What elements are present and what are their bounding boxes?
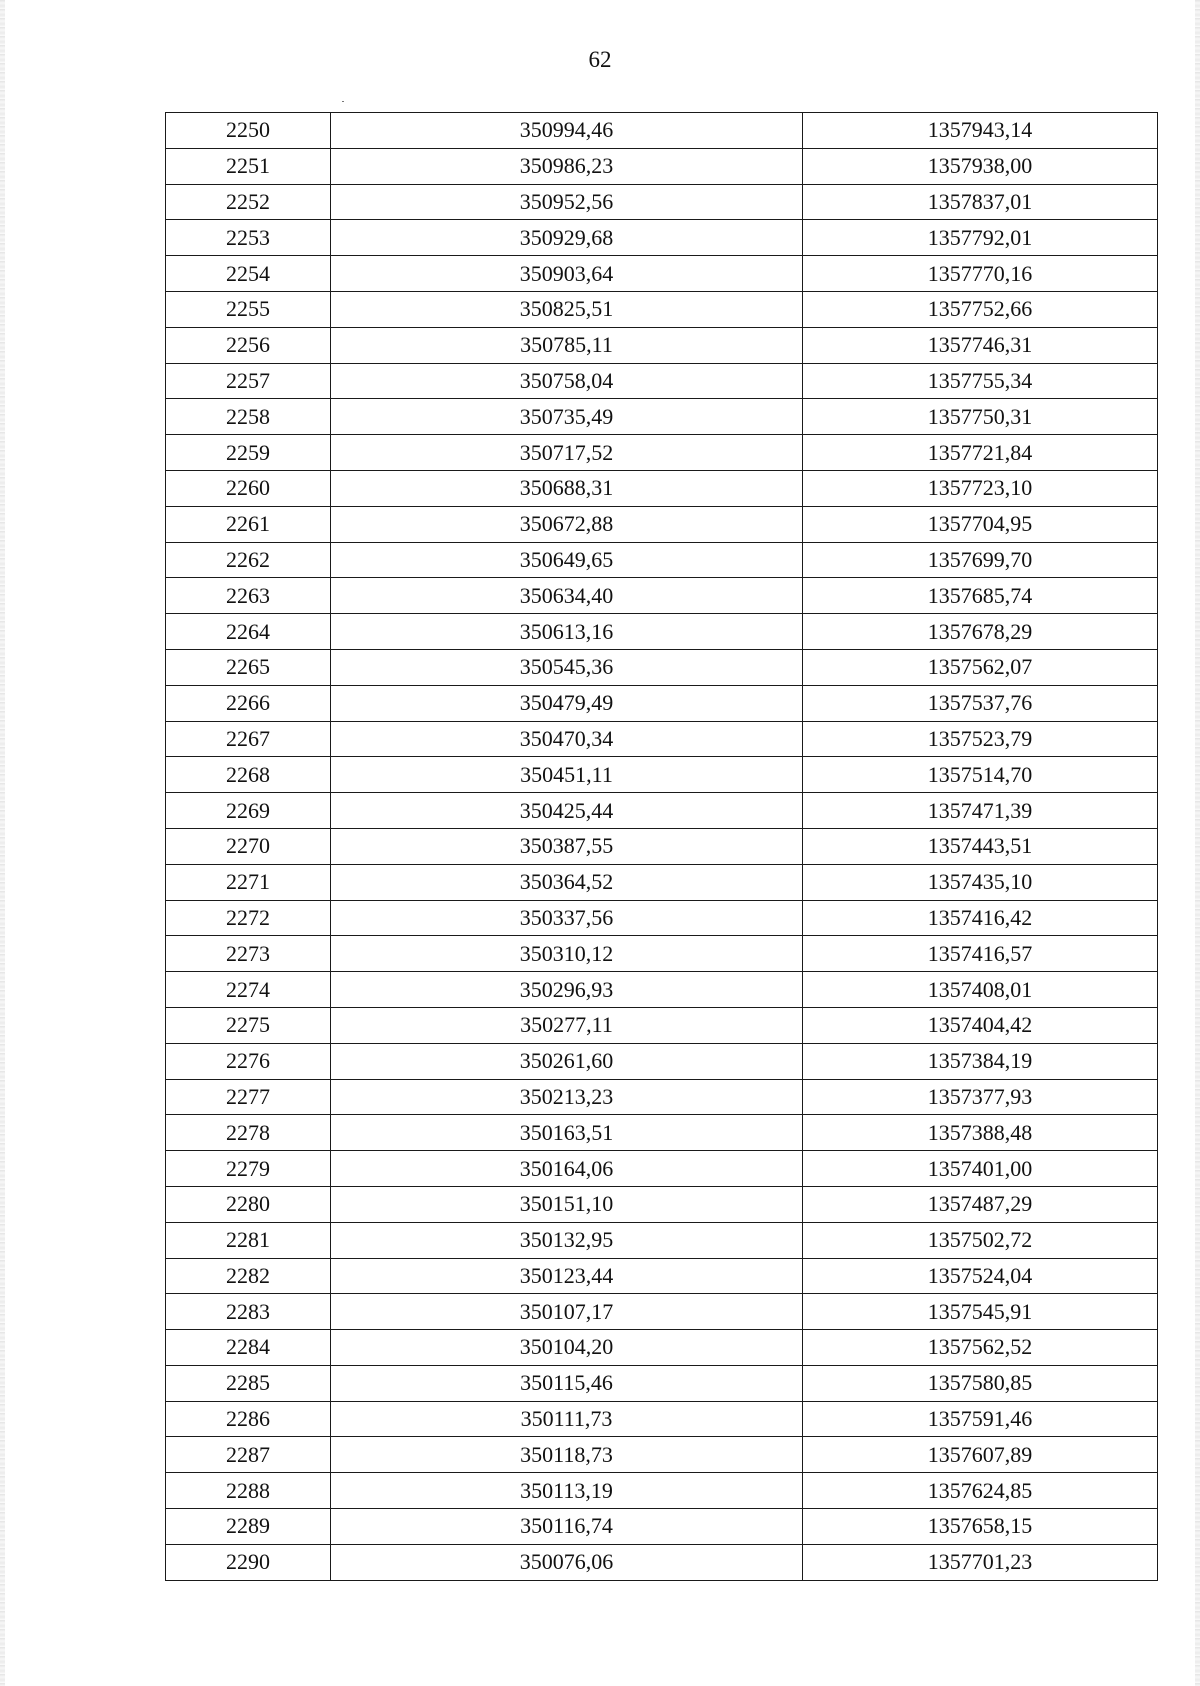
x-coordinate-cell: 350116,74 bbox=[331, 1509, 803, 1545]
x-coordinate-cell: 350735,49 bbox=[331, 399, 803, 435]
x-coordinate-cell: 350986,23 bbox=[331, 148, 803, 184]
point-number-cell: 2277 bbox=[166, 1079, 331, 1115]
table-row bbox=[166, 148, 1158, 184]
table-row bbox=[166, 1043, 1158, 1079]
x-coordinate-cell: 350451,11 bbox=[331, 757, 803, 793]
x-coordinate-cell: 350261,60 bbox=[331, 1043, 803, 1079]
table-row bbox=[166, 793, 1158, 829]
x-coordinate-cell: 350118,73 bbox=[331, 1437, 803, 1473]
table-row bbox=[166, 1294, 1158, 1330]
table-row bbox=[166, 470, 1158, 506]
x-coordinate-cell: 350123,44 bbox=[331, 1258, 803, 1294]
y-coordinate-cell: 1357607,89 bbox=[803, 1437, 1158, 1473]
point-number-cell: 2263 bbox=[166, 578, 331, 614]
y-coordinate-cell: 1357502,72 bbox=[803, 1222, 1158, 1258]
x-coordinate-cell: 350613,16 bbox=[331, 614, 803, 650]
x-coordinate-cell: 350758,04 bbox=[331, 363, 803, 399]
table-row bbox=[166, 291, 1158, 327]
x-coordinate-cell: 350104,20 bbox=[331, 1330, 803, 1366]
x-coordinate-cell: 350151,10 bbox=[331, 1186, 803, 1222]
table-row bbox=[166, 1365, 1158, 1401]
y-coordinate-cell: 1357416,57 bbox=[803, 936, 1158, 972]
table-row bbox=[166, 1115, 1158, 1151]
y-coordinate-cell: 1357750,31 bbox=[803, 399, 1158, 435]
table-row bbox=[166, 506, 1158, 542]
y-coordinate-cell: 1357377,93 bbox=[803, 1079, 1158, 1115]
y-coordinate-cell: 1357435,10 bbox=[803, 864, 1158, 900]
x-coordinate-cell: 350634,40 bbox=[331, 578, 803, 614]
point-number-cell: 2265 bbox=[166, 649, 331, 685]
x-coordinate-cell: 350994,46 bbox=[331, 113, 803, 149]
y-coordinate-cell: 1357514,70 bbox=[803, 757, 1158, 793]
y-coordinate-cell: 1357524,04 bbox=[803, 1258, 1158, 1294]
table-row bbox=[166, 1401, 1158, 1437]
point-number-cell: 2290 bbox=[166, 1544, 331, 1580]
y-coordinate-cell: 1357685,74 bbox=[803, 578, 1158, 614]
x-coordinate-cell: 350649,65 bbox=[331, 542, 803, 578]
y-coordinate-cell: 1357658,15 bbox=[803, 1509, 1158, 1545]
point-number-cell: 2288 bbox=[166, 1473, 331, 1509]
y-coordinate-cell: 1357401,00 bbox=[803, 1151, 1158, 1187]
table-row bbox=[166, 399, 1158, 435]
point-number-cell: 2252 bbox=[166, 184, 331, 220]
y-coordinate-cell: 1357723,10 bbox=[803, 470, 1158, 506]
x-coordinate-cell: 350387,55 bbox=[331, 828, 803, 864]
point-number-cell: 2273 bbox=[166, 936, 331, 972]
table-row bbox=[166, 363, 1158, 399]
y-coordinate-cell: 1357624,85 bbox=[803, 1473, 1158, 1509]
table-row bbox=[166, 1222, 1158, 1258]
table-row bbox=[166, 1330, 1158, 1366]
table-row bbox=[166, 184, 1158, 220]
scan-edge-left bbox=[0, 0, 5, 1686]
table-row bbox=[166, 1437, 1158, 1473]
table-row bbox=[166, 864, 1158, 900]
table-row bbox=[166, 649, 1158, 685]
scan-speck bbox=[342, 101, 344, 102]
y-coordinate-cell: 1357701,23 bbox=[803, 1544, 1158, 1580]
point-number-cell: 2267 bbox=[166, 721, 331, 757]
point-number-cell: 2279 bbox=[166, 1151, 331, 1187]
table-row bbox=[166, 828, 1158, 864]
table-row bbox=[166, 1473, 1158, 1509]
x-coordinate-cell: 350825,51 bbox=[331, 291, 803, 327]
point-number-cell: 2254 bbox=[166, 256, 331, 292]
y-coordinate-cell: 1357704,95 bbox=[803, 506, 1158, 542]
x-coordinate-cell: 350364,52 bbox=[331, 864, 803, 900]
x-coordinate-cell: 350277,11 bbox=[331, 1007, 803, 1043]
x-coordinate-cell: 350164,06 bbox=[331, 1151, 803, 1187]
table-row bbox=[166, 936, 1158, 972]
x-coordinate-cell: 350132,95 bbox=[331, 1222, 803, 1258]
x-coordinate-cell: 350672,88 bbox=[331, 506, 803, 542]
point-number-cell: 2281 bbox=[166, 1222, 331, 1258]
x-coordinate-cell: 350213,23 bbox=[331, 1079, 803, 1115]
point-number-cell: 2274 bbox=[166, 972, 331, 1008]
page-number: 62 bbox=[588, 47, 612, 72]
point-number-cell: 2262 bbox=[166, 542, 331, 578]
x-coordinate-cell: 350470,34 bbox=[331, 721, 803, 757]
y-coordinate-cell: 1357699,70 bbox=[803, 542, 1158, 578]
point-number-cell: 2280 bbox=[166, 1186, 331, 1222]
point-number-cell: 2275 bbox=[166, 1007, 331, 1043]
x-coordinate-cell: 350113,19 bbox=[331, 1473, 803, 1509]
y-coordinate-cell: 1357746,31 bbox=[803, 327, 1158, 363]
point-number-cell: 2284 bbox=[166, 1330, 331, 1366]
x-coordinate-cell: 350952,56 bbox=[331, 184, 803, 220]
table-row bbox=[166, 113, 1158, 149]
coordinates-table-body bbox=[166, 113, 1158, 1581]
table-row bbox=[166, 1079, 1158, 1115]
point-number-cell: 2261 bbox=[166, 506, 331, 542]
point-number-cell: 2264 bbox=[166, 614, 331, 650]
x-coordinate-cell: 350545,36 bbox=[331, 649, 803, 685]
y-coordinate-cell: 1357752,66 bbox=[803, 291, 1158, 327]
table-row bbox=[166, 256, 1158, 292]
point-number-cell: 2251 bbox=[166, 148, 331, 184]
x-coordinate-cell: 350076,06 bbox=[331, 1544, 803, 1580]
table-row bbox=[166, 327, 1158, 363]
y-coordinate-cell: 1357837,01 bbox=[803, 184, 1158, 220]
y-coordinate-cell: 1357537,76 bbox=[803, 685, 1158, 721]
point-number-cell: 2276 bbox=[166, 1043, 331, 1079]
point-number-cell: 2283 bbox=[166, 1294, 331, 1330]
y-coordinate-cell: 1357443,51 bbox=[803, 828, 1158, 864]
scan-edge-right bbox=[1195, 0, 1200, 1686]
y-coordinate-cell: 1357678,29 bbox=[803, 614, 1158, 650]
y-coordinate-cell: 1357792,01 bbox=[803, 220, 1158, 256]
point-number-cell: 2266 bbox=[166, 685, 331, 721]
x-coordinate-cell: 350337,56 bbox=[331, 900, 803, 936]
y-coordinate-cell: 1357545,91 bbox=[803, 1294, 1158, 1330]
table-row bbox=[166, 1151, 1158, 1187]
table-row bbox=[166, 1509, 1158, 1545]
point-number-cell: 2260 bbox=[166, 470, 331, 506]
table-row bbox=[166, 614, 1158, 650]
x-coordinate-cell: 350163,51 bbox=[331, 1115, 803, 1151]
y-coordinate-cell: 1357471,39 bbox=[803, 793, 1158, 829]
table-row bbox=[166, 435, 1158, 471]
x-coordinate-cell: 350717,52 bbox=[331, 435, 803, 471]
x-coordinate-cell: 350296,93 bbox=[331, 972, 803, 1008]
point-number-cell: 2255 bbox=[166, 291, 331, 327]
table-row bbox=[166, 972, 1158, 1008]
point-number-cell: 2287 bbox=[166, 1437, 331, 1473]
x-coordinate-cell: 350903,64 bbox=[331, 256, 803, 292]
y-coordinate-cell: 1357562,07 bbox=[803, 649, 1158, 685]
x-coordinate-cell: 350111,73 bbox=[331, 1401, 803, 1437]
y-coordinate-cell: 1357943,14 bbox=[803, 113, 1158, 149]
y-coordinate-cell: 1357416,42 bbox=[803, 900, 1158, 936]
point-number-cell: 2259 bbox=[166, 435, 331, 471]
y-coordinate-cell: 1357404,42 bbox=[803, 1007, 1158, 1043]
x-coordinate-cell: 350425,44 bbox=[331, 793, 803, 829]
x-coordinate-cell: 350310,12 bbox=[331, 936, 803, 972]
y-coordinate-cell: 1357755,34 bbox=[803, 363, 1158, 399]
point-number-cell: 2269 bbox=[166, 793, 331, 829]
point-number-cell: 2282 bbox=[166, 1258, 331, 1294]
point-number-cell: 2268 bbox=[166, 757, 331, 793]
point-number-cell: 2271 bbox=[166, 864, 331, 900]
y-coordinate-cell: 1357591,46 bbox=[803, 1401, 1158, 1437]
point-number-cell: 2286 bbox=[166, 1401, 331, 1437]
point-number-cell: 2285 bbox=[166, 1365, 331, 1401]
point-number-cell: 2278 bbox=[166, 1115, 331, 1151]
y-coordinate-cell: 1357408,01 bbox=[803, 972, 1158, 1008]
point-number-cell: 2258 bbox=[166, 399, 331, 435]
table-row bbox=[166, 578, 1158, 614]
x-coordinate-cell: 350929,68 bbox=[331, 220, 803, 256]
x-coordinate-cell: 350107,17 bbox=[331, 1294, 803, 1330]
table-row bbox=[166, 1544, 1158, 1580]
point-number-cell: 2257 bbox=[166, 363, 331, 399]
table-row bbox=[166, 1258, 1158, 1294]
table-row bbox=[166, 721, 1158, 757]
table-row bbox=[166, 220, 1158, 256]
y-coordinate-cell: 1357384,19 bbox=[803, 1043, 1158, 1079]
y-coordinate-cell: 1357562,52 bbox=[803, 1330, 1158, 1366]
table-row bbox=[166, 542, 1158, 578]
y-coordinate-cell: 1357388,48 bbox=[803, 1115, 1158, 1151]
x-coordinate-cell: 350688,31 bbox=[331, 470, 803, 506]
table-row bbox=[166, 757, 1158, 793]
point-number-cell: 2270 bbox=[166, 828, 331, 864]
point-number-cell: 2256 bbox=[166, 327, 331, 363]
point-number-cell: 2250 bbox=[166, 113, 331, 149]
y-coordinate-cell: 1357938,00 bbox=[803, 148, 1158, 184]
x-coordinate-cell: 350115,46 bbox=[331, 1365, 803, 1401]
point-number-cell: 2289 bbox=[166, 1509, 331, 1545]
table-row bbox=[166, 685, 1158, 721]
y-coordinate-cell: 1357580,85 bbox=[803, 1365, 1158, 1401]
y-coordinate-cell: 1357770,16 bbox=[803, 256, 1158, 292]
table-row bbox=[166, 1007, 1158, 1043]
point-number-cell: 2272 bbox=[166, 900, 331, 936]
coordinates-table bbox=[165, 112, 1158, 1581]
y-coordinate-cell: 1357523,79 bbox=[803, 721, 1158, 757]
point-number-cell: 2253 bbox=[166, 220, 331, 256]
table-row bbox=[166, 900, 1158, 936]
table-row bbox=[166, 1186, 1158, 1222]
x-coordinate-cell: 350785,11 bbox=[331, 327, 803, 363]
y-coordinate-cell: 1357487,29 bbox=[803, 1186, 1158, 1222]
y-coordinate-cell: 1357721,84 bbox=[803, 435, 1158, 471]
x-coordinate-cell: 350479,49 bbox=[331, 685, 803, 721]
